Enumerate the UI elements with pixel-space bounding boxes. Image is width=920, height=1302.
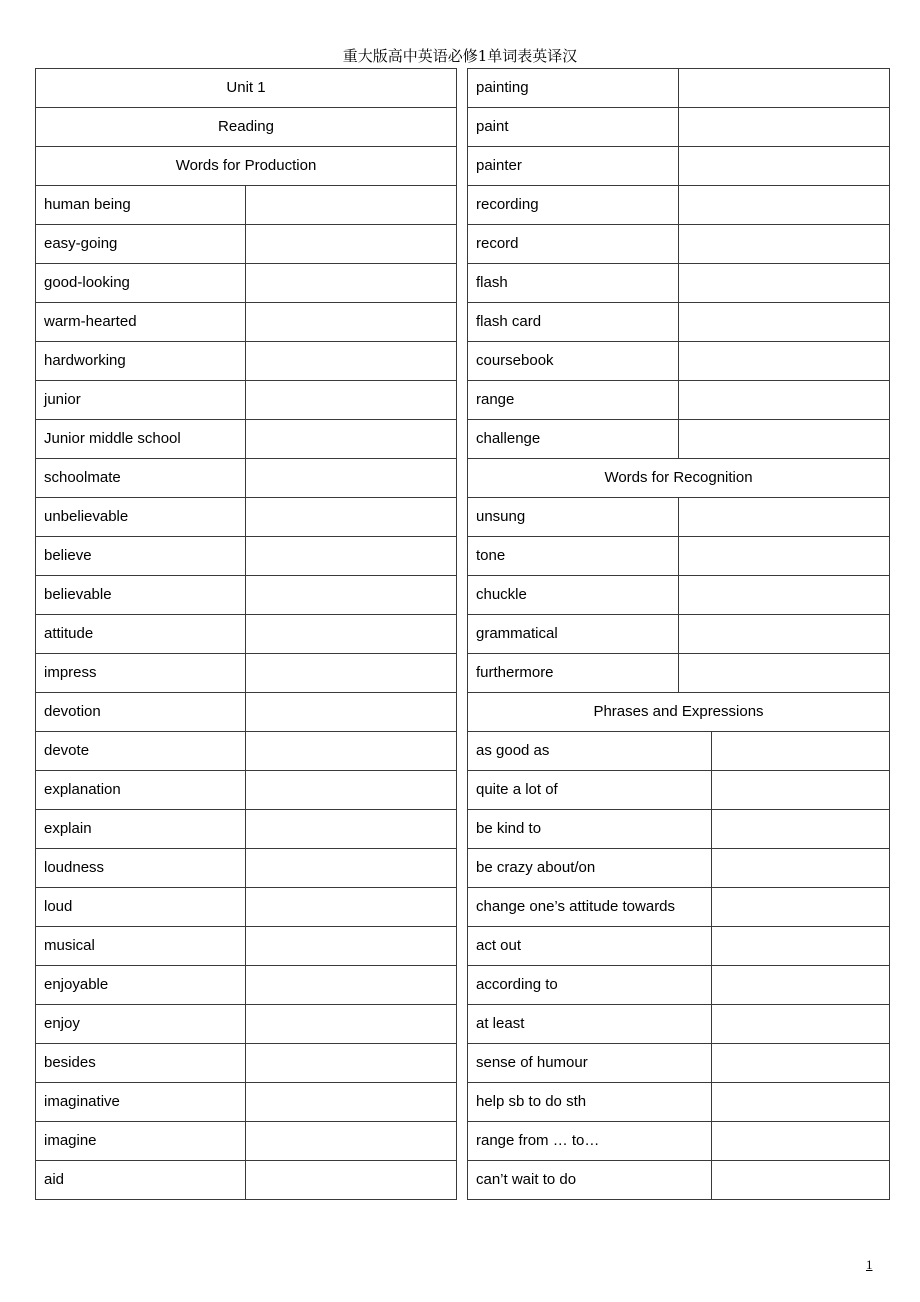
- translation-blank-cell: [679, 108, 890, 147]
- phrases-heading: Phrases and Expressions: [468, 693, 890, 732]
- vocab-row: [36, 1083, 457, 1122]
- english-term: good-looking: [36, 264, 246, 303]
- phrase-row: [468, 1161, 890, 1200]
- right-vocabulary-table: [467, 68, 890, 1200]
- phrase-row: [468, 1044, 890, 1083]
- phrase-row: [468, 966, 890, 1005]
- vocab-row: [468, 615, 890, 654]
- vocab-row: [36, 264, 457, 303]
- vocab-row: [36, 1122, 457, 1161]
- vocab-row: [36, 342, 457, 381]
- vocab-row: [36, 576, 457, 615]
- vocab-row: [36, 615, 457, 654]
- english-term: challenge: [468, 420, 679, 459]
- document-title: 重大版高中英语必修1单词表英译汉: [342, 47, 578, 65]
- translation-blank-cell: [679, 615, 890, 654]
- section-heading: Reading: [36, 108, 457, 147]
- vocab-row: [36, 771, 457, 810]
- translation-blank-cell: [712, 1044, 890, 1083]
- vocab-row: [36, 693, 457, 732]
- translation-blank-cell: [712, 771, 890, 810]
- translation-blank-cell: [712, 849, 890, 888]
- phrase-row: [468, 849, 890, 888]
- vocab-row: [468, 498, 890, 537]
- vocab-row: [468, 654, 890, 693]
- translation-blank-cell: [712, 927, 890, 966]
- english-term: chuckle: [468, 576, 679, 615]
- english-term: enjoyable: [36, 966, 246, 1005]
- vocab-row: [468, 264, 890, 303]
- english-term: furthermore: [468, 654, 679, 693]
- english-term: unbelievable: [36, 498, 246, 537]
- translation-blank-cell: [712, 1161, 890, 1200]
- translation-blank-cell: [246, 771, 457, 810]
- translation-blank-cell: [712, 732, 890, 771]
- unit-heading: Unit 1: [36, 69, 457, 108]
- vocab-row: [468, 381, 890, 420]
- phrase-row: [468, 888, 890, 927]
- vocab-row: [36, 186, 457, 225]
- english-term: explanation: [36, 771, 246, 810]
- translation-blank-cell: [246, 264, 457, 303]
- vocab-row: [468, 303, 890, 342]
- translation-blank-cell: [246, 381, 457, 420]
- english-term: can’t wait to do: [468, 1161, 712, 1200]
- english-term: tone: [468, 537, 679, 576]
- vocab-row: [36, 1005, 457, 1044]
- vocab-row: [468, 186, 890, 225]
- translation-blank-cell: [246, 186, 457, 225]
- translation-blank-cell: [679, 264, 890, 303]
- english-term: record: [468, 225, 679, 264]
- english-term: human being: [36, 186, 246, 225]
- translation-blank-cell: [679, 498, 890, 537]
- vocab-row: [36, 654, 457, 693]
- phrase-row: [468, 1083, 890, 1122]
- translation-blank-cell: [246, 498, 457, 537]
- english-term: Junior middle school: [36, 420, 246, 459]
- english-term: besides: [36, 1044, 246, 1083]
- english-term: flash card: [468, 303, 679, 342]
- english-term: devote: [36, 732, 246, 771]
- english-term: hardworking: [36, 342, 246, 381]
- translation-blank-cell: [246, 1161, 457, 1200]
- english-term: musical: [36, 927, 246, 966]
- phrase-row: [468, 810, 890, 849]
- translation-blank-cell: [246, 927, 457, 966]
- vocab-row: [468, 69, 890, 108]
- vocab-row: [468, 225, 890, 264]
- vocab-row: [36, 888, 457, 927]
- phrase-row: [468, 1005, 890, 1044]
- english-term: enjoy: [36, 1005, 246, 1044]
- translation-blank-cell: [246, 888, 457, 927]
- translation-blank-cell: [246, 225, 457, 264]
- vocab-row: [36, 381, 457, 420]
- translation-blank-cell: [246, 1044, 457, 1083]
- translation-blank-cell: [712, 966, 890, 1005]
- translation-blank-cell: [246, 342, 457, 381]
- english-term: impress: [36, 654, 246, 693]
- subsection-heading-row: [36, 147, 457, 186]
- english-term: unsung: [468, 498, 679, 537]
- english-term: be kind to: [468, 810, 712, 849]
- english-term: junior: [36, 381, 246, 420]
- translation-blank-cell: [246, 1083, 457, 1122]
- translation-blank-cell: [246, 615, 457, 654]
- recognition-heading: Words for Recognition: [468, 459, 890, 498]
- translation-blank-cell: [246, 459, 457, 498]
- translation-blank-cell: [246, 654, 457, 693]
- translation-blank-cell: [246, 537, 457, 576]
- translation-blank-cell: [246, 303, 457, 342]
- translation-blank-cell: [246, 693, 457, 732]
- translation-blank-cell: [246, 732, 457, 771]
- vocab-row: [36, 420, 457, 459]
- translation-blank-cell: [712, 1005, 890, 1044]
- vocab-row: [468, 147, 890, 186]
- translation-blank-cell: [679, 147, 890, 186]
- vocab-row: [36, 1161, 457, 1200]
- english-term: quite a lot of: [468, 771, 712, 810]
- english-term: grammatical: [468, 615, 679, 654]
- translation-blank-cell: [679, 303, 890, 342]
- translation-blank-cell: [246, 810, 457, 849]
- translation-blank-cell: [712, 1083, 890, 1122]
- english-term: according to: [468, 966, 712, 1005]
- english-term: act out: [468, 927, 712, 966]
- translation-blank-cell: [246, 576, 457, 615]
- phrase-row: [468, 732, 890, 771]
- vocab-row: [468, 420, 890, 459]
- vocab-row: [36, 966, 457, 1005]
- english-term: range from … to…: [468, 1122, 712, 1161]
- translation-blank-cell: [712, 888, 890, 927]
- left-vocabulary-table: [35, 68, 457, 1200]
- english-term: warm-hearted: [36, 303, 246, 342]
- phrases-heading-row: [468, 693, 890, 732]
- translation-blank-cell: [246, 966, 457, 1005]
- translation-blank-cell: [679, 576, 890, 615]
- translation-blank-cell: [679, 420, 890, 459]
- translation-blank-cell: [246, 420, 457, 459]
- english-term: sense of humour: [468, 1044, 712, 1083]
- english-term: painter: [468, 147, 679, 186]
- vocab-row: [36, 810, 457, 849]
- english-term: imaginative: [36, 1083, 246, 1122]
- translation-blank-cell: [679, 225, 890, 264]
- translation-blank-cell: [679, 69, 890, 108]
- english-term: paint: [468, 108, 679, 147]
- english-term: painting: [468, 69, 679, 108]
- english-term: change one’s attitude towards: [468, 888, 712, 927]
- vocab-row: [36, 732, 457, 771]
- vocab-row: [468, 108, 890, 147]
- english-term: imagine: [36, 1122, 246, 1161]
- page-number: 1: [866, 1257, 873, 1272]
- english-term: flash: [468, 264, 679, 303]
- translation-blank-cell: [679, 342, 890, 381]
- translation-blank-cell: [246, 1122, 457, 1161]
- translation-blank-cell: [679, 537, 890, 576]
- english-term: easy-going: [36, 225, 246, 264]
- vocab-row: [36, 849, 457, 888]
- vocab-row: [468, 576, 890, 615]
- english-term: coursebook: [468, 342, 679, 381]
- english-term: help sb to do sth: [468, 1083, 712, 1122]
- english-term: recording: [468, 186, 679, 225]
- english-term: be crazy about/on: [468, 849, 712, 888]
- translation-blank-cell: [679, 186, 890, 225]
- translation-blank-cell: [679, 381, 890, 420]
- translation-blank-cell: [679, 654, 890, 693]
- vocab-row: [36, 498, 457, 537]
- translation-blank-cell: [712, 810, 890, 849]
- english-term: schoolmate: [36, 459, 246, 498]
- english-term: as good as: [468, 732, 712, 771]
- phrase-row: [468, 1122, 890, 1161]
- translation-blank-cell: [246, 1005, 457, 1044]
- english-term: attitude: [36, 615, 246, 654]
- vocab-row: [36, 927, 457, 966]
- english-term: devotion: [36, 693, 246, 732]
- translation-blank-cell: [712, 1122, 890, 1161]
- vocab-row: [36, 303, 457, 342]
- phrase-row: [468, 771, 890, 810]
- phrase-row: [468, 927, 890, 966]
- english-term: loud: [36, 888, 246, 927]
- english-term: believable: [36, 576, 246, 615]
- unit-heading-row: [36, 69, 457, 108]
- vocab-row: [36, 225, 457, 264]
- section-heading-row: [36, 108, 457, 147]
- english-term: range: [468, 381, 679, 420]
- vocab-row: [36, 1044, 457, 1083]
- english-term: at least: [468, 1005, 712, 1044]
- recognition-heading-row: [468, 459, 890, 498]
- english-term: believe: [36, 537, 246, 576]
- vocab-row: [468, 537, 890, 576]
- subsection-heading: Words for Production: [36, 147, 457, 186]
- vocab-row: [36, 537, 457, 576]
- english-term: explain: [36, 810, 246, 849]
- translation-blank-cell: [246, 849, 457, 888]
- vocab-row: [468, 342, 890, 381]
- vocab-row: [36, 459, 457, 498]
- english-term: loudness: [36, 849, 246, 888]
- english-term: aid: [36, 1161, 246, 1200]
